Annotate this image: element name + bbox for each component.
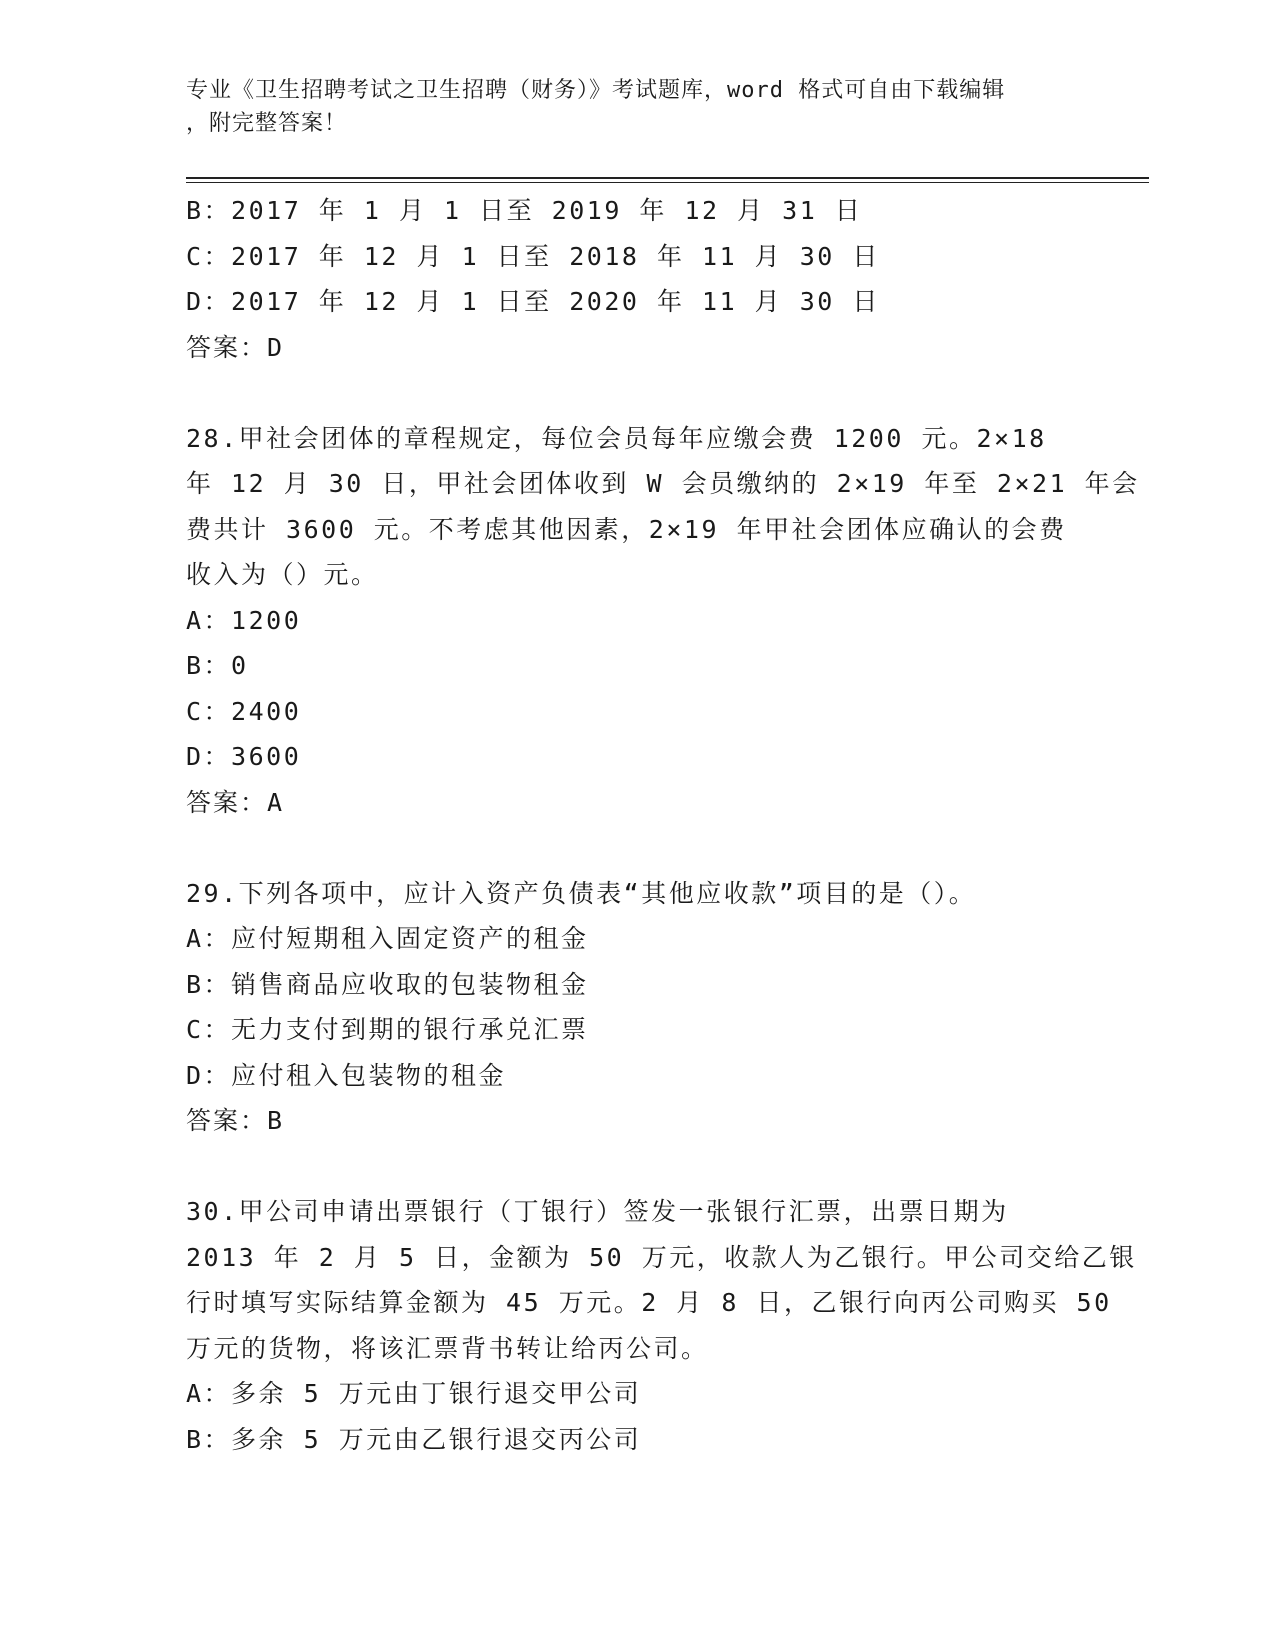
option-a: A：多余 5 万元由丁银行退交甲公司	[186, 1379, 642, 1408]
header-rule-thin	[186, 182, 1149, 183]
option-a: A：1200	[186, 605, 302, 635]
question-stem-line: 收入为（）元。	[186, 560, 379, 589]
document-header	[186, 74, 1066, 140]
question-stem-line: 年 12 月 30 日，甲社会团体收到 W 会员缴纳的 2×19 年至 2×21 年会	[186, 469, 1140, 498]
option-c: C：无力支付到期的银行承兑汇票	[186, 1015, 589, 1044]
question-stem-line: 费共计 3600 元。不考虑其他因素，2×19 年甲社会团体应确认的会费	[186, 514, 1067, 544]
question-stem-line: 万元的货物，将该汇票背书转让给丙公司。	[186, 1333, 709, 1363]
option-d: D：2017 年 12 月 1 日至 2020 年 11 月 30 日	[186, 287, 880, 316]
option-b: B：多余 5 万元由乙银行退交丙公司	[186, 1424, 642, 1454]
option-c: C：2017 年 12 月 1 日至 2018 年 11 月 30 日	[186, 241, 880, 271]
question-stem-line: 29.下列各项中，应计入资产负债表“其他应收款”项目的是（）。	[186, 878, 977, 908]
spacer	[186, 1144, 1086, 1190]
question-stem-line: 行时填写实际结算金额为 45 万元。2 月 8 日，乙银行向丙公司购买 50	[186, 1288, 1112, 1317]
header-rule-thick	[186, 177, 1149, 179]
header-line-2: ，附完整答案！	[186, 111, 348, 136]
spacer	[186, 825, 1086, 871]
question-stem-line: 28.甲社会团体的章程规定，每位会员每年应缴会费 1200 元。2×18	[186, 423, 1047, 453]
option-b: B：销售商品应收取的包装物租金	[186, 969, 589, 999]
header-line-1: 专业《卫生招聘考试之卫生招聘（财务）》考试题库，word 格式可自由下载编辑	[186, 78, 1006, 103]
answer: 答案：D	[186, 332, 285, 362]
question-28	[186, 416, 1140, 826]
option-d: D：应付租入包装物的租金	[186, 1060, 507, 1090]
question-27-fragment	[186, 188, 1086, 370]
option-a: A：应付短期租入固定资产的租金	[186, 924, 589, 953]
exam-content	[186, 188, 1140, 1462]
question-stem-line: 30.甲公司申请出票银行（丁银行）签发一张银行汇票，出票日期为	[186, 1197, 1009, 1226]
answer: 答案：A	[186, 787, 285, 817]
spacer	[186, 370, 1086, 416]
option-c: C：2400	[186, 696, 302, 726]
answer: 答案：B	[186, 1106, 285, 1135]
question-29	[186, 871, 1086, 1144]
option-b: B：2017 年 1 月 1 日至 2019 年 12 月 31 日	[186, 196, 863, 225]
question-stem-line: 2013 年 2 月 5 日，金额为 50 万元，收款人为乙银行。甲公司交给乙银	[186, 1242, 1137, 1272]
option-d: D：3600	[186, 742, 302, 771]
question-30	[186, 1189, 1137, 1462]
option-b: B：0	[186, 651, 249, 680]
